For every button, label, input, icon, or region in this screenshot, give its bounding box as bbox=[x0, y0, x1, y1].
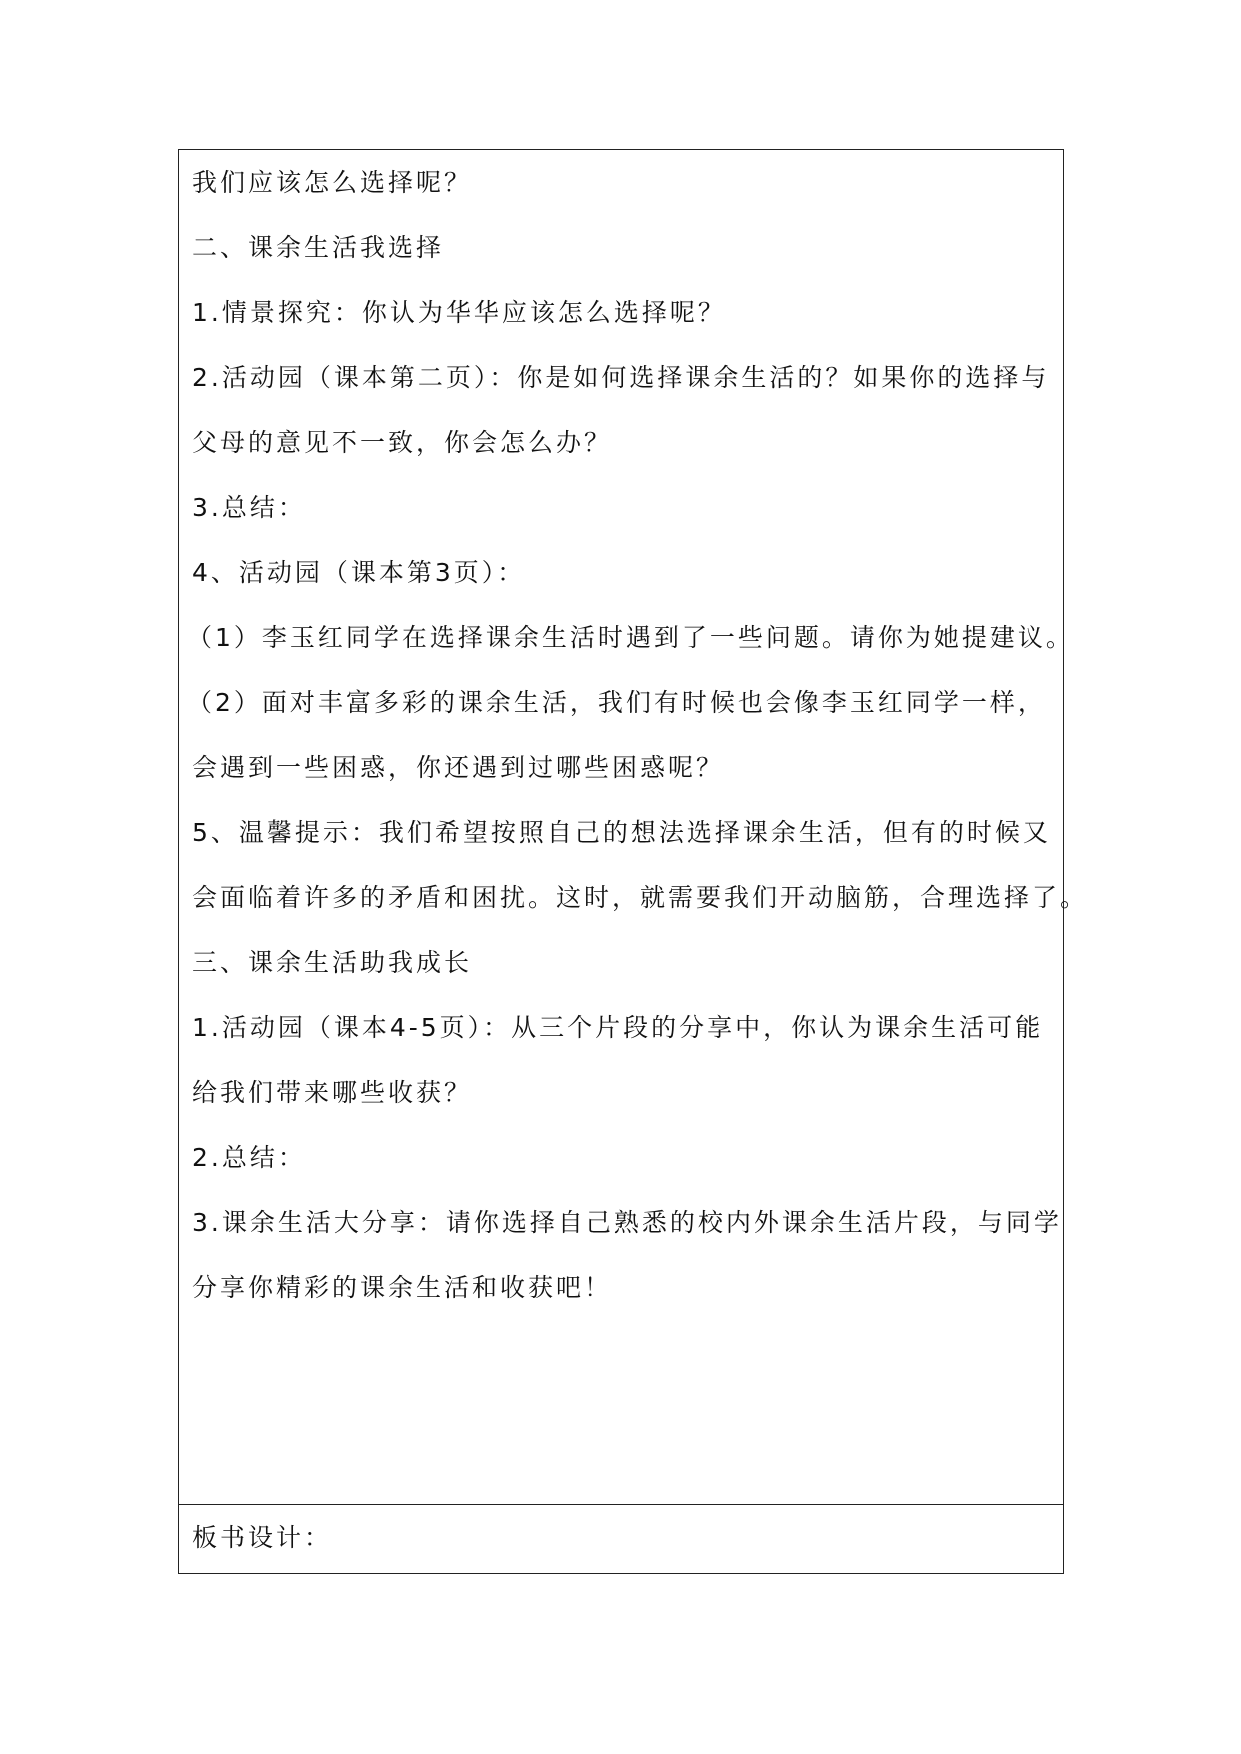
content-line: 2.总结： bbox=[192, 1143, 306, 1172]
section-heading: 二、课余生活我选择 bbox=[192, 233, 445, 262]
lesson-content-cell bbox=[179, 150, 1089, 1505]
content-line: （2）面对丰富多彩的课余生活，我们有时候也会像李玉红同学一样， bbox=[187, 688, 1046, 717]
content-line: 分享你精彩的课余生活和收获吧！ bbox=[192, 1273, 613, 1302]
content-line: 5、温馨提示：我们希望按照自己的想法选择课余生活，但有的时候又 bbox=[192, 818, 1051, 847]
content-line: 会遇到一些困惑，你还遇到过哪些困惑呢？ bbox=[192, 753, 725, 782]
content-line: 父母的意见不一致，你会怎么办？ bbox=[192, 428, 613, 457]
content-line: 3.总结： bbox=[192, 493, 306, 522]
content-line: 1.活动园（课本4-5页）：从三个片段的分享中，你认为课余生活可能 bbox=[192, 1013, 1044, 1042]
content-line: 4、活动园（课本第3页）： bbox=[192, 558, 526, 587]
content-line: （1）李玉红同学在选择课余生活时遇到了一些问题。请你为她提建议。 bbox=[187, 623, 1074, 652]
blackboard-design-label: 板书设计： bbox=[192, 1523, 333, 1552]
content-line: 我们应该怎么选择呢？ bbox=[192, 168, 473, 197]
content-line: 2.活动园（课本第二页）：你是如何选择课余生活的？如果你的选择与 bbox=[192, 363, 1050, 392]
lesson-plan-table bbox=[178, 149, 1089, 1574]
content-line: 给我们带来哪些收获？ bbox=[192, 1078, 473, 1107]
section-heading: 三、课余生活助我成长 bbox=[192, 948, 473, 977]
blackboard-design-cell bbox=[179, 1504, 1063, 1573]
content-line: 会面临着许多的矛盾和困扰。这时，就需要我们开动脑筋，合理选择了。 bbox=[192, 883, 1089, 912]
content-line: 3.课余生活大分享：请你选择自己熟悉的校内外课余生活片段，与同学 bbox=[192, 1208, 1062, 1237]
content-line: 1.情景探究：你认为华华应该怎么选择呢？ bbox=[192, 298, 726, 327]
